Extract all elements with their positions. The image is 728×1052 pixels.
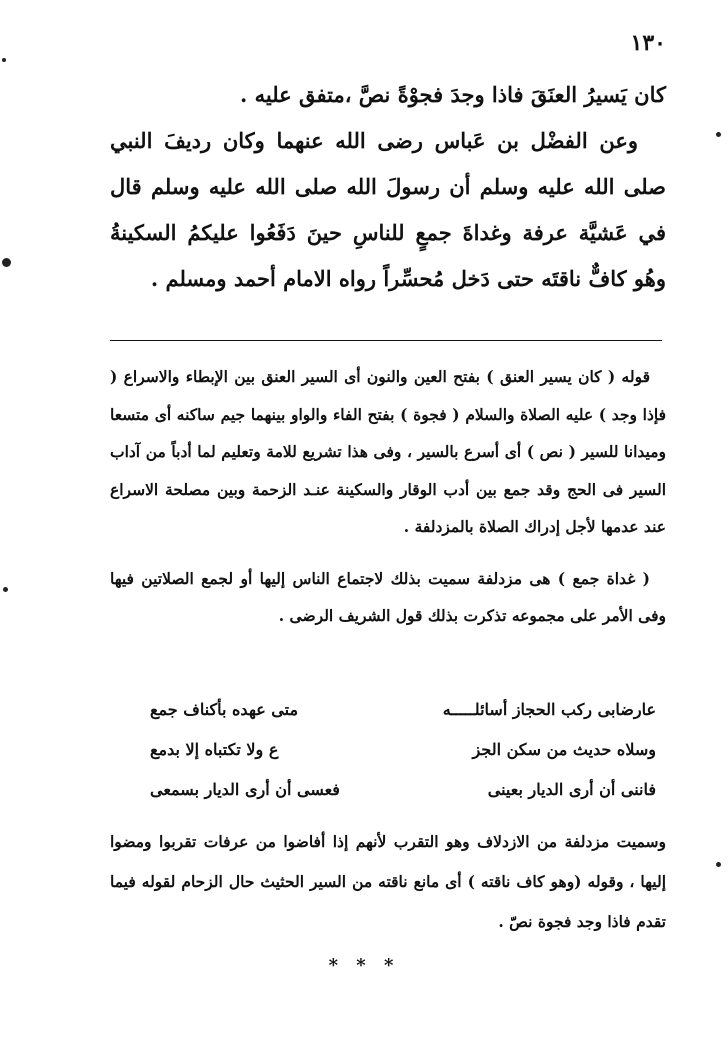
verse-first-hemistich: عارضابى ركب الحجاز أسائلـــــه bbox=[442, 700, 656, 719]
commentary-paragraph-1: قوله ( كان يسير العنق ) بفتح العين والنون أى السير العنق بين الإبطاء والاسراع ( فإذا وجد ) عليه الصلاة والسلام ( فجوة ) بفتح الفاء والواو بينهما جيم ساكنه أى متسعا وميدانا للسير ( نص ) أى أسرع بالسير ، وفى هذا تشريع للامة وتعليم لما أدباً من آداب السير فى الحج وقد جمع بين أدب الوقار والسكينة عنـد الزحمة وبين مصلحة الاسراع عند عدمها لأجل إدراك الصلاة بالمزدلفة . bbox=[110, 367, 666, 536]
closing-commentary bbox=[110, 822, 666, 942]
footnote-divider bbox=[110, 340, 662, 341]
commentary bbox=[110, 352, 666, 635]
verse-first-hemistich: وسلاه حديث من سكن الجز bbox=[472, 740, 656, 759]
main-paragraph-2: وعن الفضْل بن عَباس رضى الله عنهما وكان رديفَ النبي صلى الله عليه وسلم أن رسولَ الله صلى الله عليه وسلم قال في عَشيَّة عرفة وغداةَ جمعٍ للناسِ حينَ دَفَعُوا عليكمُ السكينةُ وهُو كافٌّ ناقتَه حتى دَخل مُحسِّراً رواه الامام أحمد ومسلم . bbox=[110, 128, 667, 291]
closing-paragraph: وسميت مزدلفة من الازدلاف وهو التقرب لأنهم إذا أفاضوا من عرفات تقربوا ومضوا إليها ، وقوله (وهو كاف ناقته ) أى مانع ناقته من السير الحثيث حال الزحام لقوله فيما تقدم فاذا وجد فجوة نصّ . bbox=[110, 832, 666, 931]
main-paragraph-1: كان يَسيرُ العنَقَ فاذا وجدَ فجوْةً نصَّ ،متفق عليه . bbox=[239, 82, 666, 107]
poem-verse bbox=[150, 770, 656, 810]
verse-second-hemistich: فعسى أن أرى الديار بسمعى bbox=[150, 780, 340, 799]
verse-first-hemistich: فاننى أن أرى الديار بعينى bbox=[487, 780, 656, 799]
page-number: ١٣٠ bbox=[630, 30, 666, 56]
scan-speck bbox=[2, 58, 6, 62]
scan-speck bbox=[2, 258, 11, 267]
poem-verse bbox=[150, 730, 656, 770]
scan-speck bbox=[3, 587, 8, 592]
poem-verse bbox=[150, 690, 656, 730]
verse-second-hemistich: ع ولا تكتباه إلا بدمع bbox=[150, 740, 279, 759]
poem bbox=[150, 690, 656, 810]
scan-speck bbox=[716, 132, 721, 137]
scan-speck bbox=[716, 862, 721, 867]
commentary-paragraph-2: ( غداة جمع ) هى مزدلفة سميت بذلك لاجتماع الناس إليها أو لجمع الصلاتين فيها وفى الأمر على مجموعه تذكرت بذلك قول الشريف الرضى . bbox=[110, 568, 666, 625]
verse-second-hemistich: متى عهده بأكناف جمع bbox=[150, 700, 299, 719]
main-text bbox=[110, 72, 666, 302]
section-ornament: * * * bbox=[328, 955, 400, 976]
